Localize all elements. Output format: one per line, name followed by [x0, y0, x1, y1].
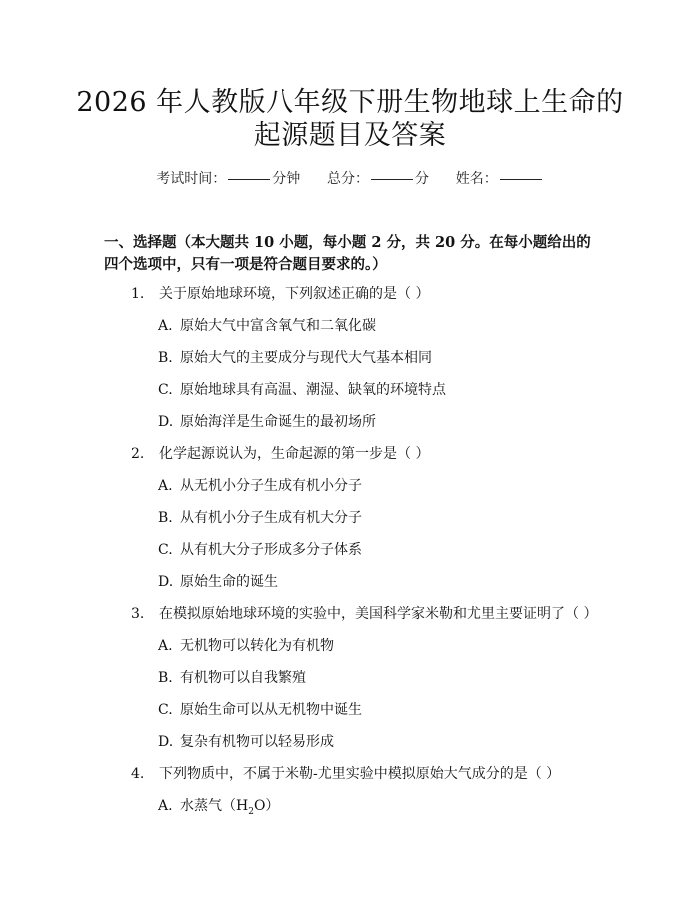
exam-meta	[0, 168, 700, 188]
page-title-line1: 2026 年人教版八年级下册生物地球上生命的	[76, 87, 624, 118]
question-number: 3.	[131, 606, 145, 622]
option-3b: B. 有机物可以自我繁殖	[158, 670, 306, 686]
question-1	[131, 283, 429, 303]
question-4	[131, 763, 560, 783]
option-3c: C. 原始生命可以从无机物中诞生	[158, 702, 362, 718]
option-3d: D. 复杂有机物可以轻易形成	[158, 734, 334, 750]
question-text: 下列物质中，不属于米勒-尤里实验中模拟原始大气成分的是（ ）	[159, 766, 561, 782]
score-label: 总分：	[327, 171, 369, 187]
question-number: 1.	[131, 286, 145, 302]
score-blank	[371, 179, 413, 180]
question-number: 2.	[131, 446, 145, 462]
question-text: 化学起源说认为，生命起源的第一步是（ ）	[159, 446, 430, 462]
option-3a: A. 无机物可以转化为有机物	[158, 638, 334, 654]
page-title-line2: 起源题目及答案	[253, 120, 447, 151]
option-2d: D. 原始生命的诞生	[158, 574, 278, 590]
time-unit: 分钟	[272, 171, 301, 187]
time-blank	[228, 179, 270, 180]
name-blank	[500, 179, 542, 180]
option-1d: D. 原始海洋是生命诞生的最初场所	[158, 414, 376, 430]
option-1b: B. 原始大气的主要成分与现代大气基本相同	[158, 350, 432, 366]
question-3	[131, 603, 597, 623]
time-label: 考试时间：	[156, 171, 227, 187]
question-2	[131, 443, 429, 463]
question-number: 4.	[131, 766, 145, 782]
option-1c: C. 原始地球具有高温、潮湿、缺氧的环境特点	[158, 382, 446, 398]
question-text: 在模拟原始地球环境的实验中，美国科学家米勒和尤里主要证明了（ ）	[159, 606, 598, 622]
option-4a: A. 水蒸气$(H_2O)$	[158, 798, 280, 817]
score-unit: 分	[415, 171, 429, 187]
section-heading: 一、选择题（本大题共 10 小题，每小题 2 分，共 20 分。在每小题给出的四个选项中，只有一项是符合题目要求的。）	[104, 234, 591, 273]
option-2b: B. 从有机小分子生成有机大分子	[158, 510, 362, 526]
option-2c: C. 从有机大分子形成多分子体系	[158, 542, 362, 558]
option-2a: A. 从无机小分子生成有机小分子	[158, 478, 362, 494]
name-label: 姓名：	[455, 171, 498, 187]
option-1a: A. 原始大气中富含氧气和二氧化碳	[158, 318, 376, 334]
question-text: 关于原始地球环境，下列叙述正确的是（ ）	[159, 286, 430, 302]
